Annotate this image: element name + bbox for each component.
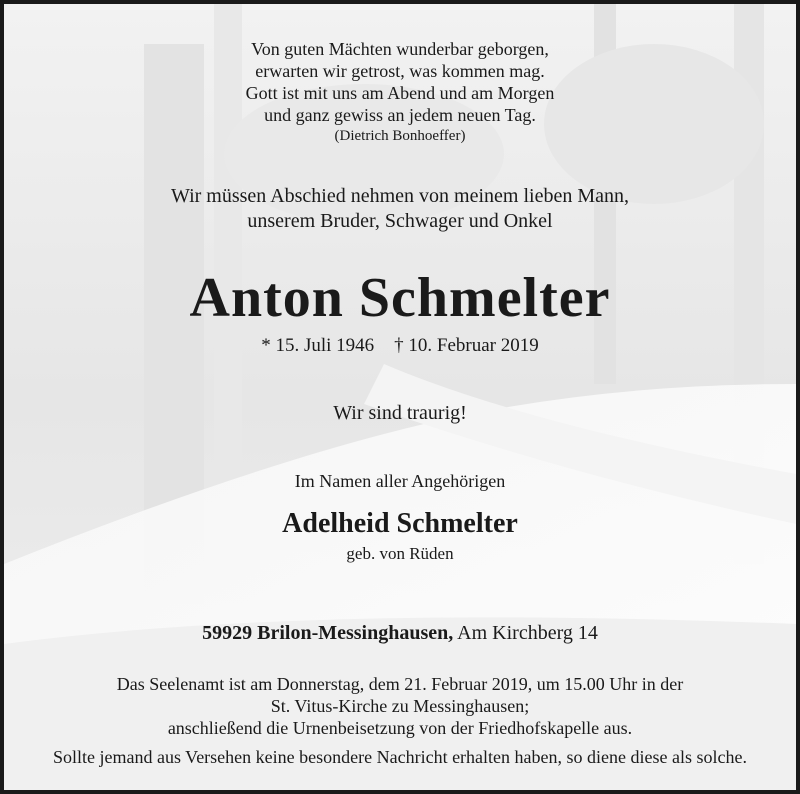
poem-line-4: und ganz gewiss an jedem neuen Tag. [264,105,536,125]
address-city: 59929 Brilon-Messinghausen, [202,622,454,644]
poem-line-3: Gott ist mit uns am Abend und am Morgen [245,83,555,103]
mourners-intro: Im Namen aller Angehörigen [294,471,506,491]
death-date: † 10. Februar 2019 [394,335,539,356]
life-dates [4,335,796,357]
deceased-name: Anton Schmelter [189,267,611,329]
poem-line-1: Von guten Mächten wunderbar geborgen, [251,39,549,59]
service-line-3: anschließend die Urnenbeisetzung von der Friedhofskapelle aus. [167,718,633,738]
announcement-line-1: Wir müssen Abschied nehmen von meinem lieben Mann, [171,185,629,207]
service-line-1: Das Seelenamt ist am Donnerstag, dem 21. Februar 2019, um 15.00 Uhr in der [116,674,684,694]
mourner-maiden-name: geb. von Rüden [346,544,454,563]
announcement-line-2: unserem Bruder, Schwager und Onkel [247,210,553,232]
closing-note: Sollte jemand aus Versehen keine besondere Nachricht erhalten haben, so diene diese als solche. [53,747,747,767]
notice-text [4,4,796,790]
birth-date: * 15. Juli 1946 [261,335,375,356]
sentiment-text: Wir sind traurig! [333,402,467,424]
poem-line-2: erwarten wir getrost, was kommen mag. [255,61,545,81]
poem-author: (Dietrich Bonhoeffer) [334,128,466,144]
address-street: Am Kirchberg 14 [457,622,598,644]
mourner-name: Adelheid Schmelter [282,508,518,539]
service-line-2: St. Vitus-Kirche zu Messinghausen; [270,696,530,716]
address [4,622,796,645]
